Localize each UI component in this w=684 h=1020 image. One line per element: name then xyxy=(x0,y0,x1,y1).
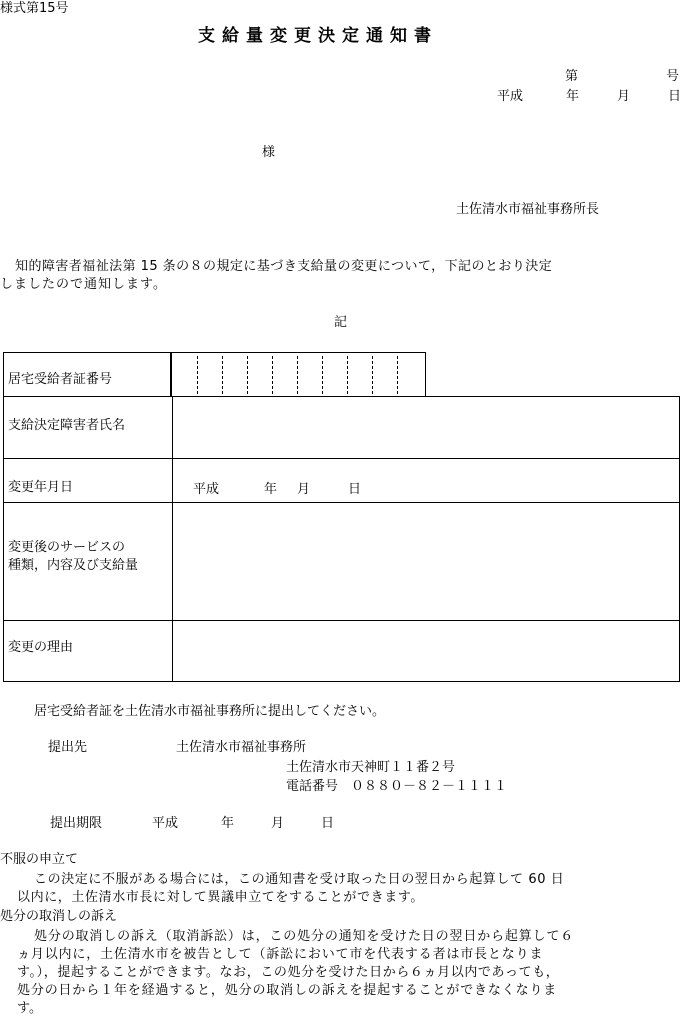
appeal-line-1: この決定に不服がある場合には，この通知書を受け取った日の翌日から起算して 60 日 xyxy=(34,872,565,887)
service-row xyxy=(3,502,680,620)
deadline-day: 日 xyxy=(321,816,335,831)
body-text-line-2: しましたので通知します。 xyxy=(0,277,167,292)
name-field[interactable] xyxy=(174,397,679,458)
destination-address: 土佐清水市天神町１１番２号 xyxy=(286,760,456,775)
digit-separator xyxy=(397,356,398,394)
lawsuit-line-5: す。 xyxy=(17,1001,42,1016)
lawsuit-line-2: ヵ月以内に，土佐清水市を被告として（訴訟において市を代表する者は市長となりま xyxy=(17,947,544,962)
submission-instruction: 居宅受給者証を土佐清水市福祉事務所に提出してください。 xyxy=(34,704,386,719)
form-number: 様式第15号 xyxy=(0,1,69,16)
cert-number-row xyxy=(3,352,171,396)
digit-separator xyxy=(272,356,273,394)
service-label-line-1: 変更後のサービスの xyxy=(8,540,126,555)
appeal-heading: 不服の申立て xyxy=(0,852,79,867)
digit-separator xyxy=(247,356,248,394)
destination-phone: 電話番号 ０８８０－８２－１１１１ xyxy=(286,779,508,794)
deadline-month: 月 xyxy=(271,816,285,831)
lawsuit-line-3: す。），提起することができます。なお，この処分を受けた日から６ヵ月以内であっても， xyxy=(17,965,560,980)
date-era: 平成 xyxy=(497,89,524,104)
cert-number-label: 居宅受給者証番号 xyxy=(8,372,113,387)
change-date-label: 変更年月日 xyxy=(8,480,74,495)
lawsuit-heading: 処分の取消しの訴え xyxy=(0,909,118,924)
issuer-name: 土佐清水市福祉事務所長 xyxy=(456,202,600,217)
digit-separator xyxy=(372,356,373,394)
cert-number-field[interactable] xyxy=(171,352,426,396)
notice-number-prefix: 第 xyxy=(565,69,579,84)
digit-separator xyxy=(347,356,348,394)
reason-row xyxy=(3,620,680,682)
recipient-honorific: 様 xyxy=(262,145,276,160)
reason-field[interactable] xyxy=(174,621,679,681)
destination-name: 土佐清水市福祉事務所 xyxy=(176,740,307,755)
digit-separator xyxy=(222,356,223,394)
date-day: 日 xyxy=(668,89,682,104)
date-month: 月 xyxy=(617,89,631,104)
deadline-year: 年 xyxy=(221,816,235,831)
date-year: 年 xyxy=(566,89,580,104)
column-divider xyxy=(172,621,173,681)
reason-label: 変更の理由 xyxy=(8,640,74,655)
change-date-month: 月 xyxy=(297,482,311,497)
lawsuit-line-1: 処分の取消しの訴え（取消訴訟）は，この処分の通知を受けた日の翌日から起算して６ xyxy=(34,929,575,944)
change-date-row xyxy=(3,458,680,502)
name-row xyxy=(3,396,680,458)
column-divider xyxy=(172,503,173,620)
service-field[interactable] xyxy=(174,503,679,620)
ki-marker: 記 xyxy=(334,315,348,330)
column-divider xyxy=(172,459,173,502)
change-date-day: 日 xyxy=(348,482,362,497)
change-date-era: 平成 xyxy=(193,482,220,497)
deadline-label: 提出期限 xyxy=(50,816,103,831)
body-text-line-1: 知的障害者福祉法第 15 条の８の規定に基づき支給量の変更について，下記のとおり決定 xyxy=(15,259,553,274)
digit-separator xyxy=(322,356,323,394)
column-divider xyxy=(172,397,173,458)
document-title: 支給量変更決定通知書 xyxy=(198,26,438,46)
change-date-year: 年 xyxy=(264,482,278,497)
destination-label: 提出先 xyxy=(48,740,88,755)
digit-separator xyxy=(197,356,198,394)
appeal-line-2: 以内に，土佐清水市長に対して異議申立てをすることができます。 xyxy=(17,890,424,905)
service-label-line-2: 種類，内容及び支給量 xyxy=(8,558,139,573)
deadline-era: 平成 xyxy=(152,816,179,831)
decision-table xyxy=(3,352,680,682)
notice-number-suffix: 号 xyxy=(666,69,680,84)
name-label: 支給決定障害者氏名 xyxy=(8,418,126,433)
lawsuit-line-4: 処分の日から１年を経過すると，処分の取消しの訴えを提起することができなくなりま xyxy=(17,983,558,998)
digit-separator xyxy=(297,356,298,394)
